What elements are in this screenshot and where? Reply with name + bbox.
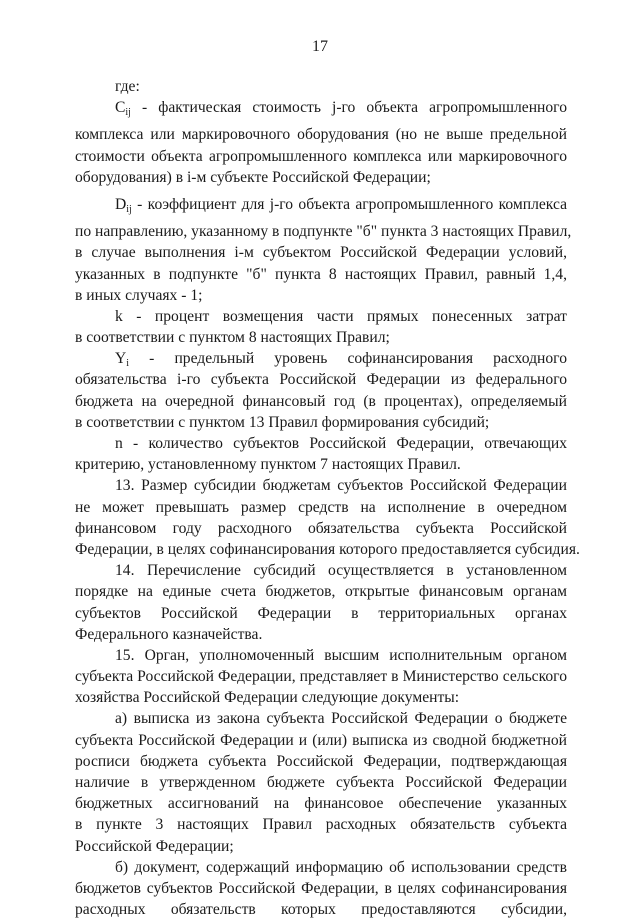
- paragraph-15: 15. Орган, уполномоченный высшим исполнительным органом: [115, 646, 567, 664]
- text-line: Российской Федерации;: [75, 837, 234, 855]
- text-line: в случае выполнения i-м субъектом Российской Федерации условий,: [75, 244, 567, 262]
- text-line: указанных в подпункте "б" пункта 8 настоящих Правил, равный 1,4,: [75, 265, 567, 283]
- definition-c: $C_{ij}$ - фактическая стоимость j-го объекта агропромышленного: [115, 99, 567, 119]
- text-line: наличие в утвержденном бюджете субъекта Российской Федерации: [75, 774, 567, 791]
- text-line: критерию, установленному пунктом 7 настоящих Правил.: [75, 456, 461, 474]
- text-line: по направлению, указанному в подпункте "б" пункта 3 настоящих Правил,: [75, 223, 572, 241]
- text-line: Федерального казначейства.: [75, 625, 263, 643]
- text-line: в соответствии с пунктом 13 Правил формирования субсидий;: [75, 413, 490, 431]
- text-line: комплекса или маркировочного оборудования (но не выше предельной: [75, 126, 567, 144]
- text-line: расходных обязательств которых предоставляются субсидии,: [75, 901, 567, 919]
- text-line: субъекта Российской Федерации, представляет в Министерство сельского: [75, 668, 567, 686]
- text-line: бюджетов субъектов Российской Федерации, в целях софинансирования: [75, 879, 567, 897]
- document-body: [75, 76, 580, 920]
- text-line: n - количество субъектов Российской Федерации, отвечающих: [115, 435, 567, 452]
- symbol-y: $Y_i$: [115, 350, 130, 370]
- paragraph-14: 14. Перечисление субсидий осуществляется в установленном: [115, 562, 567, 580]
- symbol-c: $C_{ij}$: [115, 99, 131, 119]
- text-line: бюджетных ассигнований на финансовое обеспечение указанных: [75, 795, 567, 813]
- text-line: Федерации, в целях софинансирования которого предоставляется субсидия.: [75, 540, 580, 558]
- text-line: финансовом году расходного обязательства субъекта Российской: [75, 519, 567, 537]
- text-line: росписи бюджета субъекта Российской Федерации, подтверждающая: [75, 752, 567, 770]
- list-item-b: б) документ, содержащий информацию об использовании средств: [115, 858, 567, 876]
- text-line: k - процент возмещения части прямых понесенных затрат: [115, 307, 567, 325]
- text-line: субъекта Российской Федерации и (или) выписка из сводной бюджетной: [75, 731, 567, 749]
- text-line: в пункте 3 настоящих Правил расходных обязательств субъекта: [75, 816, 567, 834]
- text-line: обязательства i-го субъекта Российской Федерации из федерального: [75, 371, 567, 389]
- text-line: порядке на единые счета бюджетов, открытые финансовым органам: [75, 583, 567, 601]
- text-line: в иных случаях - 1;: [75, 286, 203, 304]
- text-line: субъектов Российской Федерации в территориальных органах: [75, 604, 567, 622]
- paragraph-13: 13. Размер субсидии бюджетам субъектов Российской Федерации: [115, 477, 567, 495]
- text-line: хозяйства Российской Федерации следующие документы:: [75, 689, 460, 707]
- text-line: стоимости объекта агропромышленного комплекса или маркировочного: [75, 147, 567, 165]
- list-item-a: а) выписка из закона субъекта Российской Федерации о бюджете: [115, 710, 567, 728]
- definition-d: $D_{ij}$ - коэффициент для j-го объекта агропромышленного комплекса: [115, 195, 567, 215]
- text-line: бюджета на очередной финансовый год (в процентах), определяемый: [75, 392, 567, 410]
- definition-y: $Y_i$ - предельный уровень софинансирования расходного: [115, 350, 567, 370]
- symbol-d: $D_{ij}$: [115, 195, 132, 215]
- page-number: 17: [312, 38, 328, 55]
- text-line: где:: [115, 78, 140, 95]
- text-line: оборудования) в i-м субъекте Российской Федерации;: [75, 168, 431, 186]
- text-line: не может превышать размер средств на исполнение в очередном: [75, 498, 567, 516]
- text-line: в соответствии с пунктом 8 настоящих Правил;: [75, 329, 390, 347]
